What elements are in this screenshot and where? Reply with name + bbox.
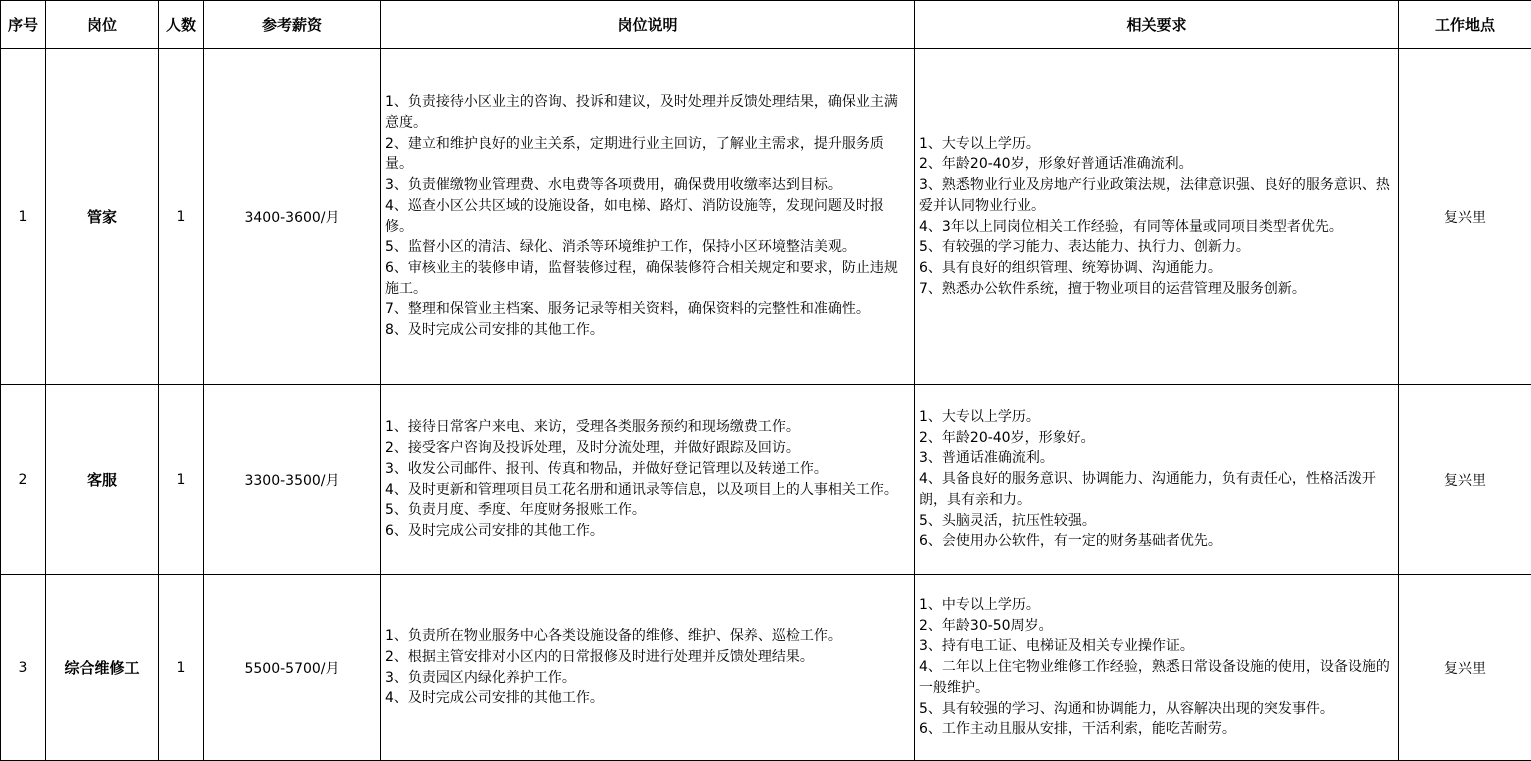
description-line: 6、及时完成公司安排的其他工作。 [385,521,910,542]
header-position: 岗位 [46,1,159,49]
description-line: 4、及时完成公司安排的其他工作。 [385,688,910,709]
header-salary: 参考薪资 [204,1,381,49]
row-requirements [915,49,1399,385]
requirement-line: 2、年龄20-40岁，形象好。 [919,428,1394,449]
requirement-line: 5、有较强的学习能力、表达能力、执行力、创新力。 [919,237,1394,258]
description-line: 8、及时完成公司安排的其他工作。 [385,320,910,341]
requirement-line: 2、年龄30-50周岁。 [919,616,1394,637]
requirement-line: 4、具备良好的服务意识、协调能力、沟通能力，负有责任心，性格活泼开朗，具有亲和力。 [919,469,1394,510]
row-location: 复兴里 [1399,49,1531,385]
requirement-line: 1、大专以上学历。 [919,407,1394,428]
requirement-line: 5、头脑灵活，抗压性较强。 [919,511,1394,532]
requirement-line: 3、持有电工证、电梯证及相关专业操作证。 [919,636,1394,657]
row-description [381,575,915,761]
table-row [1,49,1531,385]
requirement-line: 1、大专以上学历。 [919,134,1394,155]
row-count: 1 [159,575,204,761]
header-description: 岗位说明 [381,1,915,49]
row-position: 管家 [46,49,159,385]
header-count: 人数 [159,1,204,49]
row-position: 客服 [46,385,159,575]
description-line: 3、负责园区内绿化养护工作。 [385,668,910,689]
requirement-line: 4、3年以上同岗位相关工作经验，有同等体量或同项目类型者优先。 [919,217,1394,238]
description-line: 4、及时更新和管理项目员工花名册和通讯录等信息，以及项目上的人事相关工作。 [385,480,910,501]
row-no: 3 [1,575,46,761]
description-line: 4、巡查小区公共区域的设施设备，如电梯、路灯、消防设施等，发现问题及时报修。 [385,196,910,237]
description-line: 1、负责所在物业服务中心各类设施设备的维修、维护、保养、巡检工作。 [385,626,910,647]
requirement-line: 2、年龄20-40岁，形象好普通话准确流利。 [919,154,1394,175]
requirement-line: 6、工作主动且服从安排，干活利索，能吃苦耐劳。 [919,719,1394,740]
description-line: 7、整理和保管业主档案、服务记录等相关资料，确保资料的完整性和准确性。 [385,299,910,320]
header-no: 序号 [1,1,46,49]
requirement-line: 4、二年以上住宅物业维修工作经验，熟悉日常设备设施的使用，设备设施的一般维护。 [919,657,1394,698]
requirement-line: 5、具有较强的学习、沟通和协调能力，从容解决出现的突发事件。 [919,699,1394,720]
description-line: 2、接受客户咨询及投诉处理，及时分流处理，并做好跟踪及回访。 [385,438,910,459]
description-line: 5、负责月度、季度、年度财务报账工作。 [385,500,910,521]
row-location: 复兴里 [1399,385,1531,575]
table-row [1,385,1531,575]
row-salary: 5500-5700/月 [204,575,381,761]
requirement-line: 3、普通话准确流利。 [919,448,1394,469]
requirement-line: 1、中专以上学历。 [919,595,1394,616]
description-line: 6、审核业主的装修申请，监督装修过程，确保装修符合相关规定和要求，防止违规施工。 [385,258,910,299]
row-description [381,49,915,385]
requirement-line: 6、具有良好的组织管理、统筹协调、沟通能力。 [919,258,1394,279]
description-line: 3、收发公司邮件、报刊、传真和物品，并做好登记管理以及转递工作。 [385,459,910,480]
header-requirements: 相关要求 [915,1,1399,49]
requirement-line: 7、熟悉办公软件系统，擅于物业项目的运营管理及服务创新。 [919,279,1394,300]
description-line: 5、监督小区的清洁、绿化、消杀等环境维护工作，保持小区环境整洁美观。 [385,237,910,258]
description-line: 1、负责接待小区业主的咨询、投诉和建议，及时处理并反馈处理结果，确保业主满意度。 [385,92,910,133]
row-requirements [915,575,1399,761]
row-description [381,385,915,575]
row-position: 综合维修工 [46,575,159,761]
description-line: 2、建立和维护良好的业主关系，定期进行业主回访，了解业主需求，提升服务质量。 [385,134,910,175]
requirement-line: 6、会使用办公软件，有一定的财务基础者优先。 [919,531,1394,552]
row-salary: 3300-3500/月 [204,385,381,575]
row-count: 1 [159,49,204,385]
description-line: 1、接待日常客户来电、来访，受理各类服务预约和现场缴费工作。 [385,417,910,438]
header-row [1,1,1531,49]
row-location: 复兴里 [1399,575,1531,761]
description-line: 2、根据主管安排对小区内的日常报修及时进行处理并反馈处理结果。 [385,647,910,668]
row-salary: 3400-3600/月 [204,49,381,385]
table-row [1,575,1531,761]
description-line: 3、负责催缴物业管理费、水电费等各项费用，确保费用收缴率达到目标。 [385,175,910,196]
row-requirements [915,385,1399,575]
requirement-line: 3、熟悉物业行业及房地产行业政策法规，法律意识强、良好的服务意识、热爱并认同物业行业。 [919,175,1394,216]
row-no: 1 [1,49,46,385]
row-no: 2 [1,385,46,575]
row-count: 1 [159,385,204,575]
header-location: 工作地点 [1399,1,1531,49]
